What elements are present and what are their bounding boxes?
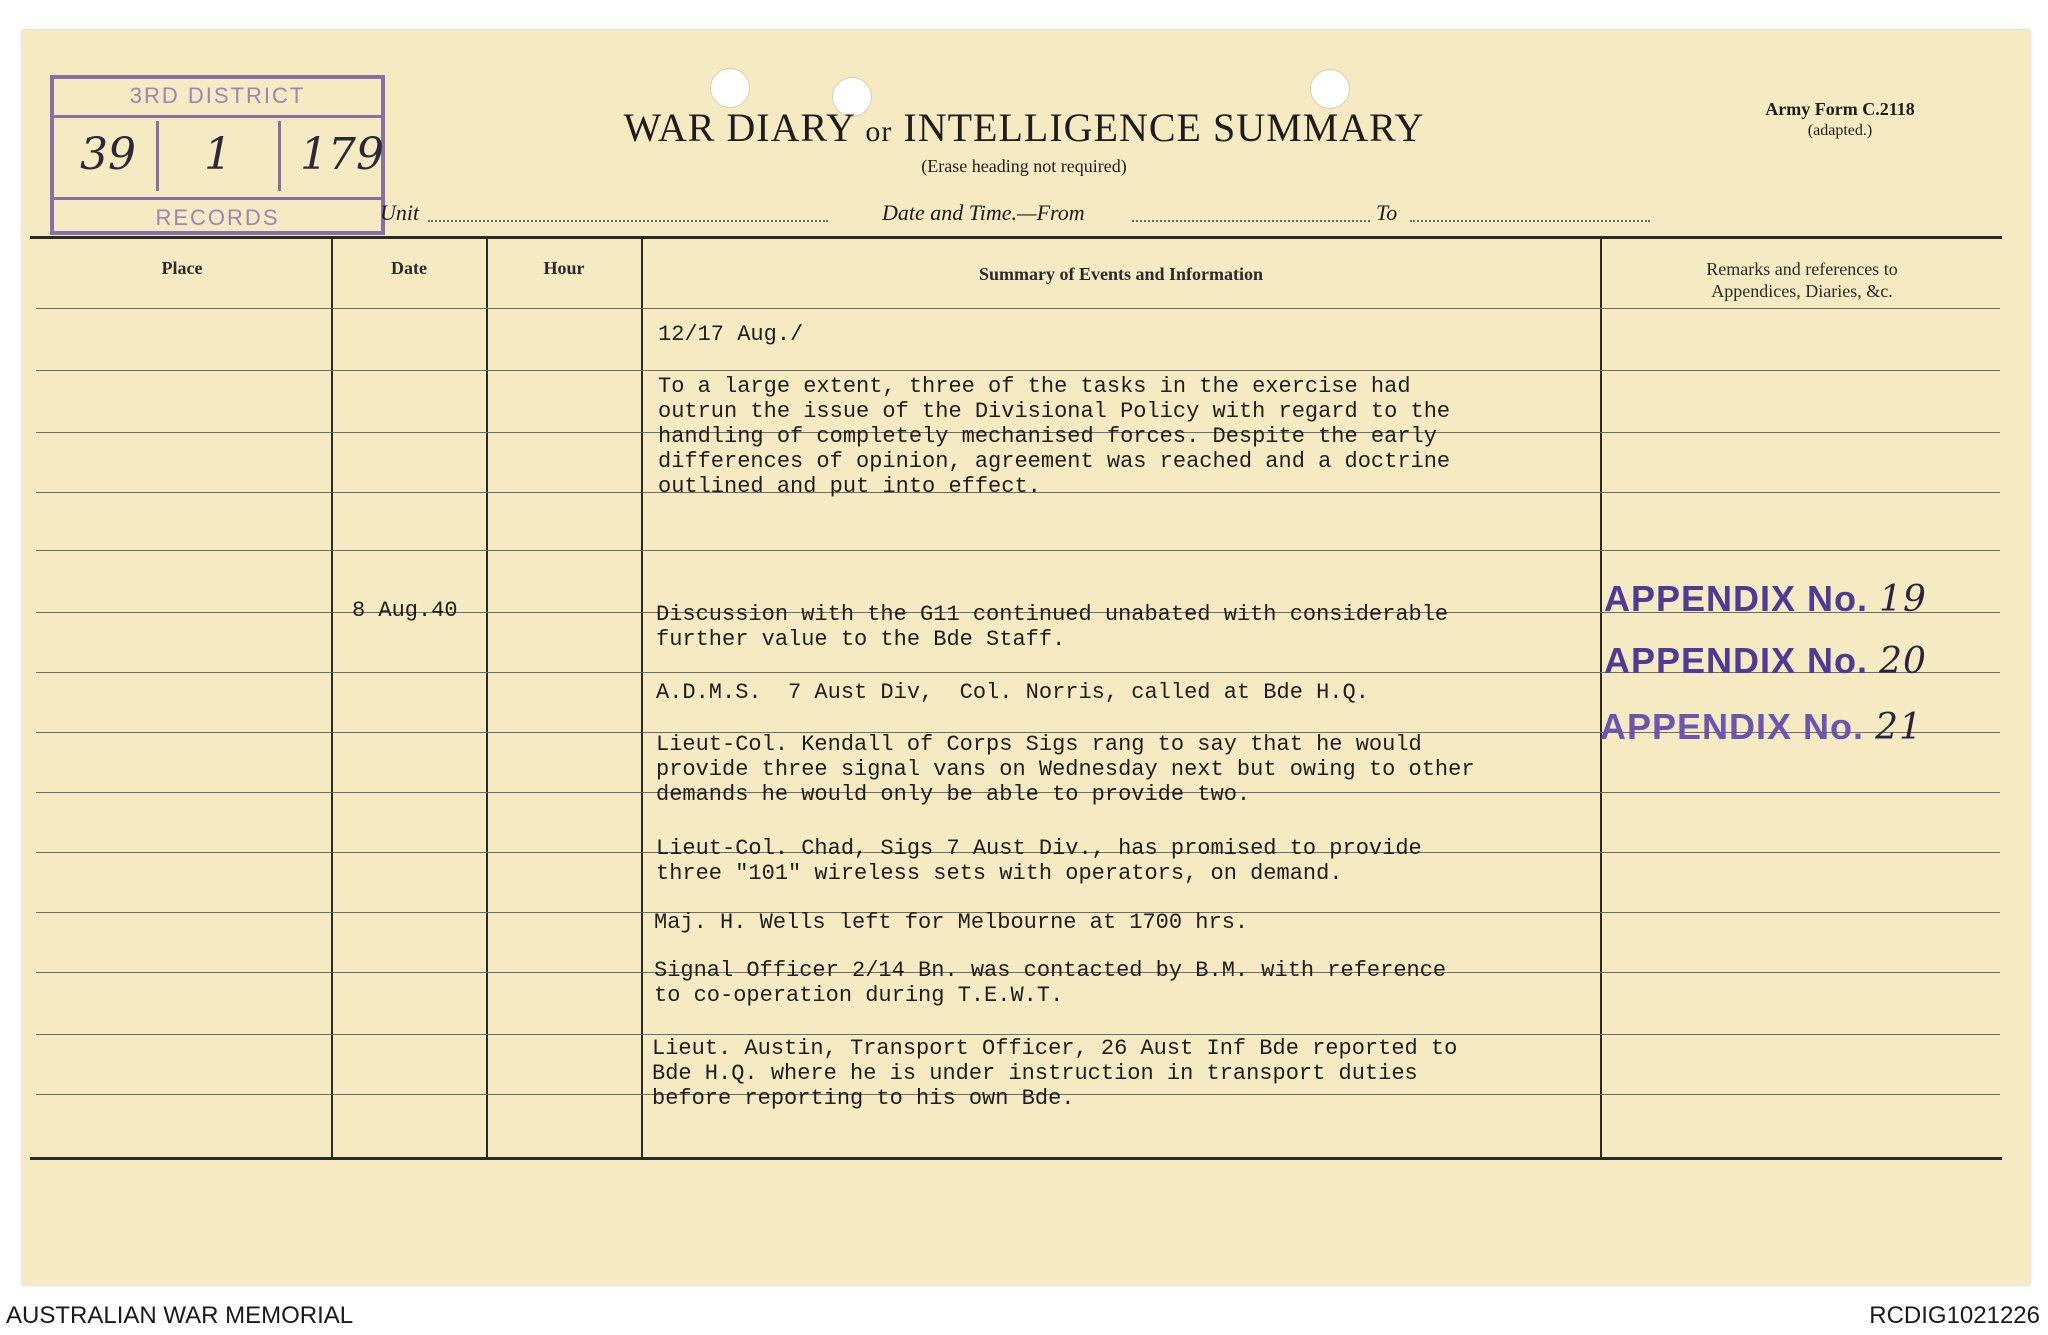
- column-header-hour: Hour: [543, 258, 585, 278]
- diary-entry: Discussion with the G11 continued unabated with considerable further value to the Bde Staff.: [656, 602, 1449, 652]
- stamp-number: 39: [80, 129, 136, 180]
- column-divider: [486, 237, 488, 1159]
- stamp-divider: [54, 197, 381, 200]
- diary-entry: Maj. H. Wells left for Melbourne at 1700 hrs.: [654, 910, 1249, 935]
- remarks-header-line: Remarks and references to: [1706, 259, 1898, 279]
- appendix-stamp: [1604, 640, 1927, 682]
- records-stamp: [50, 75, 385, 235]
- column-header-place: Place: [161, 258, 203, 278]
- date-to-field: [1410, 220, 1650, 222]
- title-intelligence-summary: INTELLIGENCE SUMMARY: [903, 105, 1425, 150]
- stamp-top-text: 3RD DISTRICT: [129, 83, 306, 108]
- stamp-number: 1: [204, 129, 232, 180]
- row-rule: [36, 1034, 2000, 1035]
- diary-entry: Lieut-Col. Chad, Sigs 7 Aust Div., has promised to provide three "101" wireless sets with operators, on demand.: [656, 836, 1422, 886]
- to-label: To: [1376, 200, 1398, 225]
- army-form-note: (adapted.): [1807, 122, 1873, 139]
- army-form-label: [1740, 98, 1940, 142]
- row-rule: [36, 550, 2000, 551]
- title-or: or: [865, 115, 893, 148]
- appendix-number: 20: [1879, 641, 1927, 682]
- title-war-diary: WAR DIARY: [623, 105, 855, 150]
- archive-credit: AUSTRALIAN WAR MEMORIAL: [6, 1302, 354, 1329]
- appendix-stamp: [1604, 578, 1927, 620]
- remarks-header-line: Appendices, Diaries, &c.: [1711, 281, 1893, 301]
- appendix-label: APPENDIX No.: [1600, 706, 1865, 747]
- unit-label: Unit: [380, 200, 420, 225]
- date-from-field: [1132, 220, 1370, 222]
- appendix-label: APPENDIX No.: [1604, 578, 1869, 619]
- column-header-summary: Summary of Events and Information: [978, 264, 1264, 284]
- punch-hole: [710, 68, 750, 108]
- stamp-number: 179: [300, 129, 384, 180]
- appendix-stamp: [1600, 706, 1923, 748]
- column-header-date: Date: [391, 258, 427, 278]
- page-subtitle: (Erase heading not required): [921, 156, 1127, 176]
- archive-reference: RCDIG1021226: [1869, 1302, 2040, 1329]
- diary-entry: Signal Officer 2/14 Bn. was contacted by B.M. with reference to co-operation during T.E.W.T.: [654, 958, 1447, 1008]
- column-header-remarks: [1602, 258, 2002, 302]
- appendix-number: 21: [1875, 707, 1923, 748]
- date-time-label: Date and Time.—From: [882, 200, 1085, 225]
- column-divider: [1600, 237, 1602, 1159]
- row-rule: [36, 370, 2000, 371]
- appendix-label: APPENDIX No.: [1604, 640, 1869, 681]
- unit-field: [428, 220, 828, 222]
- diary-entry: A.D.M.S. 7 Aust Div, Col. Norris, called at Bde H.Q.: [656, 680, 1369, 705]
- table-top-rule: [30, 236, 2002, 239]
- table-bottom-rule: [30, 1157, 2002, 1160]
- army-form-number: Army Form C.2118: [1765, 99, 1915, 119]
- diary-entry-date-range: 12/17 Aug./: [658, 322, 804, 347]
- diary-entry: Lieut-Col. Kendall of Corps Sigs rang to say that he would provide three signal vans on Wednesday next but owing to other demands he would only be able to provide two.: [656, 732, 1475, 807]
- diary-entry: Lieut. Austin, Transport Officer, 26 Aust Inf Bde reported to Bde H.Q. where he is under instruction in transport duties before reporting to his own Bde.: [652, 1036, 1458, 1111]
- diary-date: 8 Aug.40: [352, 598, 458, 623]
- punch-hole: [1310, 69, 1350, 109]
- column-divider: [641, 237, 643, 1159]
- diary-entry: To a large extent, three of the tasks in the exercise had outrun the issue of the Divisional Policy with regard to the handling of completely mechanised forces. Despite the early differences of opinion, agreement was reached and a doctrine outlined and put into effect.: [658, 374, 1451, 499]
- appendix-number: 19: [1879, 579, 1927, 620]
- column-divider: [331, 237, 333, 1159]
- row-rule: [36, 308, 2000, 309]
- stamp-bottom-text: RECORDS: [155, 205, 280, 230]
